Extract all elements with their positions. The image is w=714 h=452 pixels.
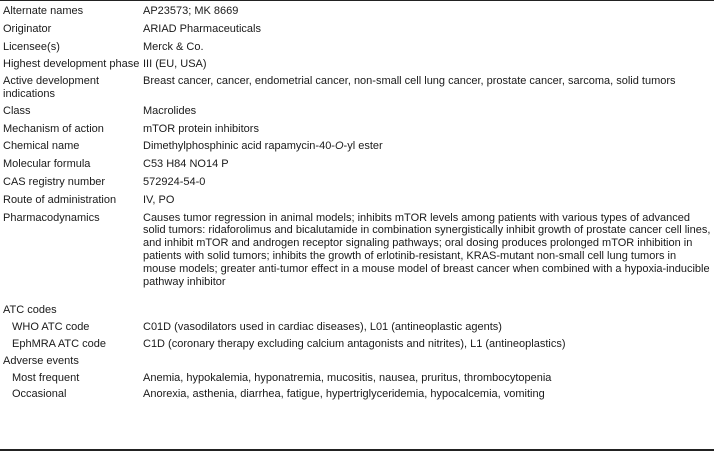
row-highest-phase	[0, 58, 714, 75]
chemical-name-italic: O	[334, 140, 344, 153]
row-label: Licensee(s)	[3, 40, 60, 53]
row-atc-heading	[0, 288, 714, 321]
row-value: IV, PO	[143, 193, 175, 206]
row-value	[140, 140, 714, 158]
row-value: C01D (vasodilators used in cardiac diseases), L01 (antineoplastic agents)	[143, 321, 502, 334]
chemical-name-part-2: -yl ester	[343, 140, 383, 153]
row-occasional	[0, 388, 714, 405]
row-label: Pharmacodynamics	[3, 211, 100, 224]
row-label: CAS registry number	[3, 175, 106, 188]
row-chemical-name	[0, 140, 714, 158]
row-value: Merck & Co.	[143, 40, 204, 53]
row-label: Originator	[3, 22, 52, 35]
drug-profile-table	[0, 2, 714, 405]
bottom-rule	[0, 449, 714, 451]
row-who-atc	[0, 321, 714, 338]
row-label: Route of administration	[3, 193, 117, 206]
row-most-frequent	[0, 372, 714, 389]
row-class	[0, 105, 714, 123]
row-active-indications	[0, 75, 714, 105]
row-label: Highest development phase	[3, 58, 140, 71]
row-label: Most frequent	[12, 371, 80, 384]
row-value-empty	[140, 355, 714, 372]
row-cas-number	[0, 176, 714, 194]
row-value: AP23573; MK 8669	[143, 5, 239, 17]
top-rule	[0, 0, 714, 1]
row-molecular-formula	[0, 158, 714, 176]
row-label: Molecular formula	[3, 158, 91, 171]
row-label: Alternate names	[3, 5, 84, 17]
section-heading: ATC codes	[3, 304, 57, 317]
row-label: EphMRA ATC code	[12, 337, 106, 350]
row-value: Anemia, hypokalemia, hyponatremia, mucositis, nausea, pruritus, thrombocytopenia	[143, 371, 552, 384]
row-label: Class	[3, 104, 31, 117]
row-value: ARIAD Pharmaceuticals	[143, 22, 261, 35]
row-value: C1D (coronary therapy excluding calcium antagonists and nitrites), L1 (antineoplastics)	[143, 337, 566, 350]
row-value: Breast cancer, cancer, endometrial cancer, non-small cell lung cancer, prostate cancer, sarcoma, solid tumors	[143, 75, 676, 88]
row-value: Causes tumor regression in animal models; inhibits mTOR levels among patients with various types of advanced solid tumors: ridaforolimus and bicalutamide in combination synergistically inhibit growth of prostate cancer cell lines, and inhibit mTOR and androgen receptor signaling pathways; oral dosing produces prolonged mTOR inhibition in patients with solid tumors; inhibits the growth of erlotinib-resistant, KRAS-mutant non-small cell lung tumors in mouse models; greater anti-tumor effect in a mouse model of breast cancer when combined with a hypoxia-inducible pathway inhibitor	[143, 211, 711, 288]
row-value: Anorexia, asthenia, diarrhea, fatigue, hypertriglyceridemia, hypocalcemia, vomiting	[143, 388, 545, 401]
row-route	[0, 194, 714, 212]
row-label: WHO ATC code	[12, 321, 90, 334]
chemical-name-part-1: Dimethylphosphinic acid rapamycin-40-	[143, 140, 335, 153]
row-pharmacodynamics	[0, 212, 714, 289]
row-value: 572924-54-0	[143, 175, 206, 188]
row-value: mTOR protein inhibitors	[143, 122, 259, 135]
row-value: C53 H84 NO14 P	[143, 158, 229, 171]
row-label: Chemical name	[3, 140, 80, 153]
row-label: Occasional	[12, 388, 67, 401]
row-label: Active development indications	[3, 75, 99, 100]
row-alternate-names	[0, 2, 714, 23]
row-adverse-heading	[0, 355, 714, 372]
section-heading: Adverse events	[3, 354, 79, 367]
row-licensees	[0, 41, 714, 59]
row-value-empty	[140, 288, 714, 321]
row-label: Mechanism of action	[3, 122, 104, 135]
row-mechanism	[0, 123, 714, 141]
row-value: III (EU, USA)	[143, 58, 207, 71]
row-ephmra-atc	[0, 338, 714, 355]
row-originator	[0, 23, 714, 41]
row-value: Macrolides	[143, 104, 197, 117]
